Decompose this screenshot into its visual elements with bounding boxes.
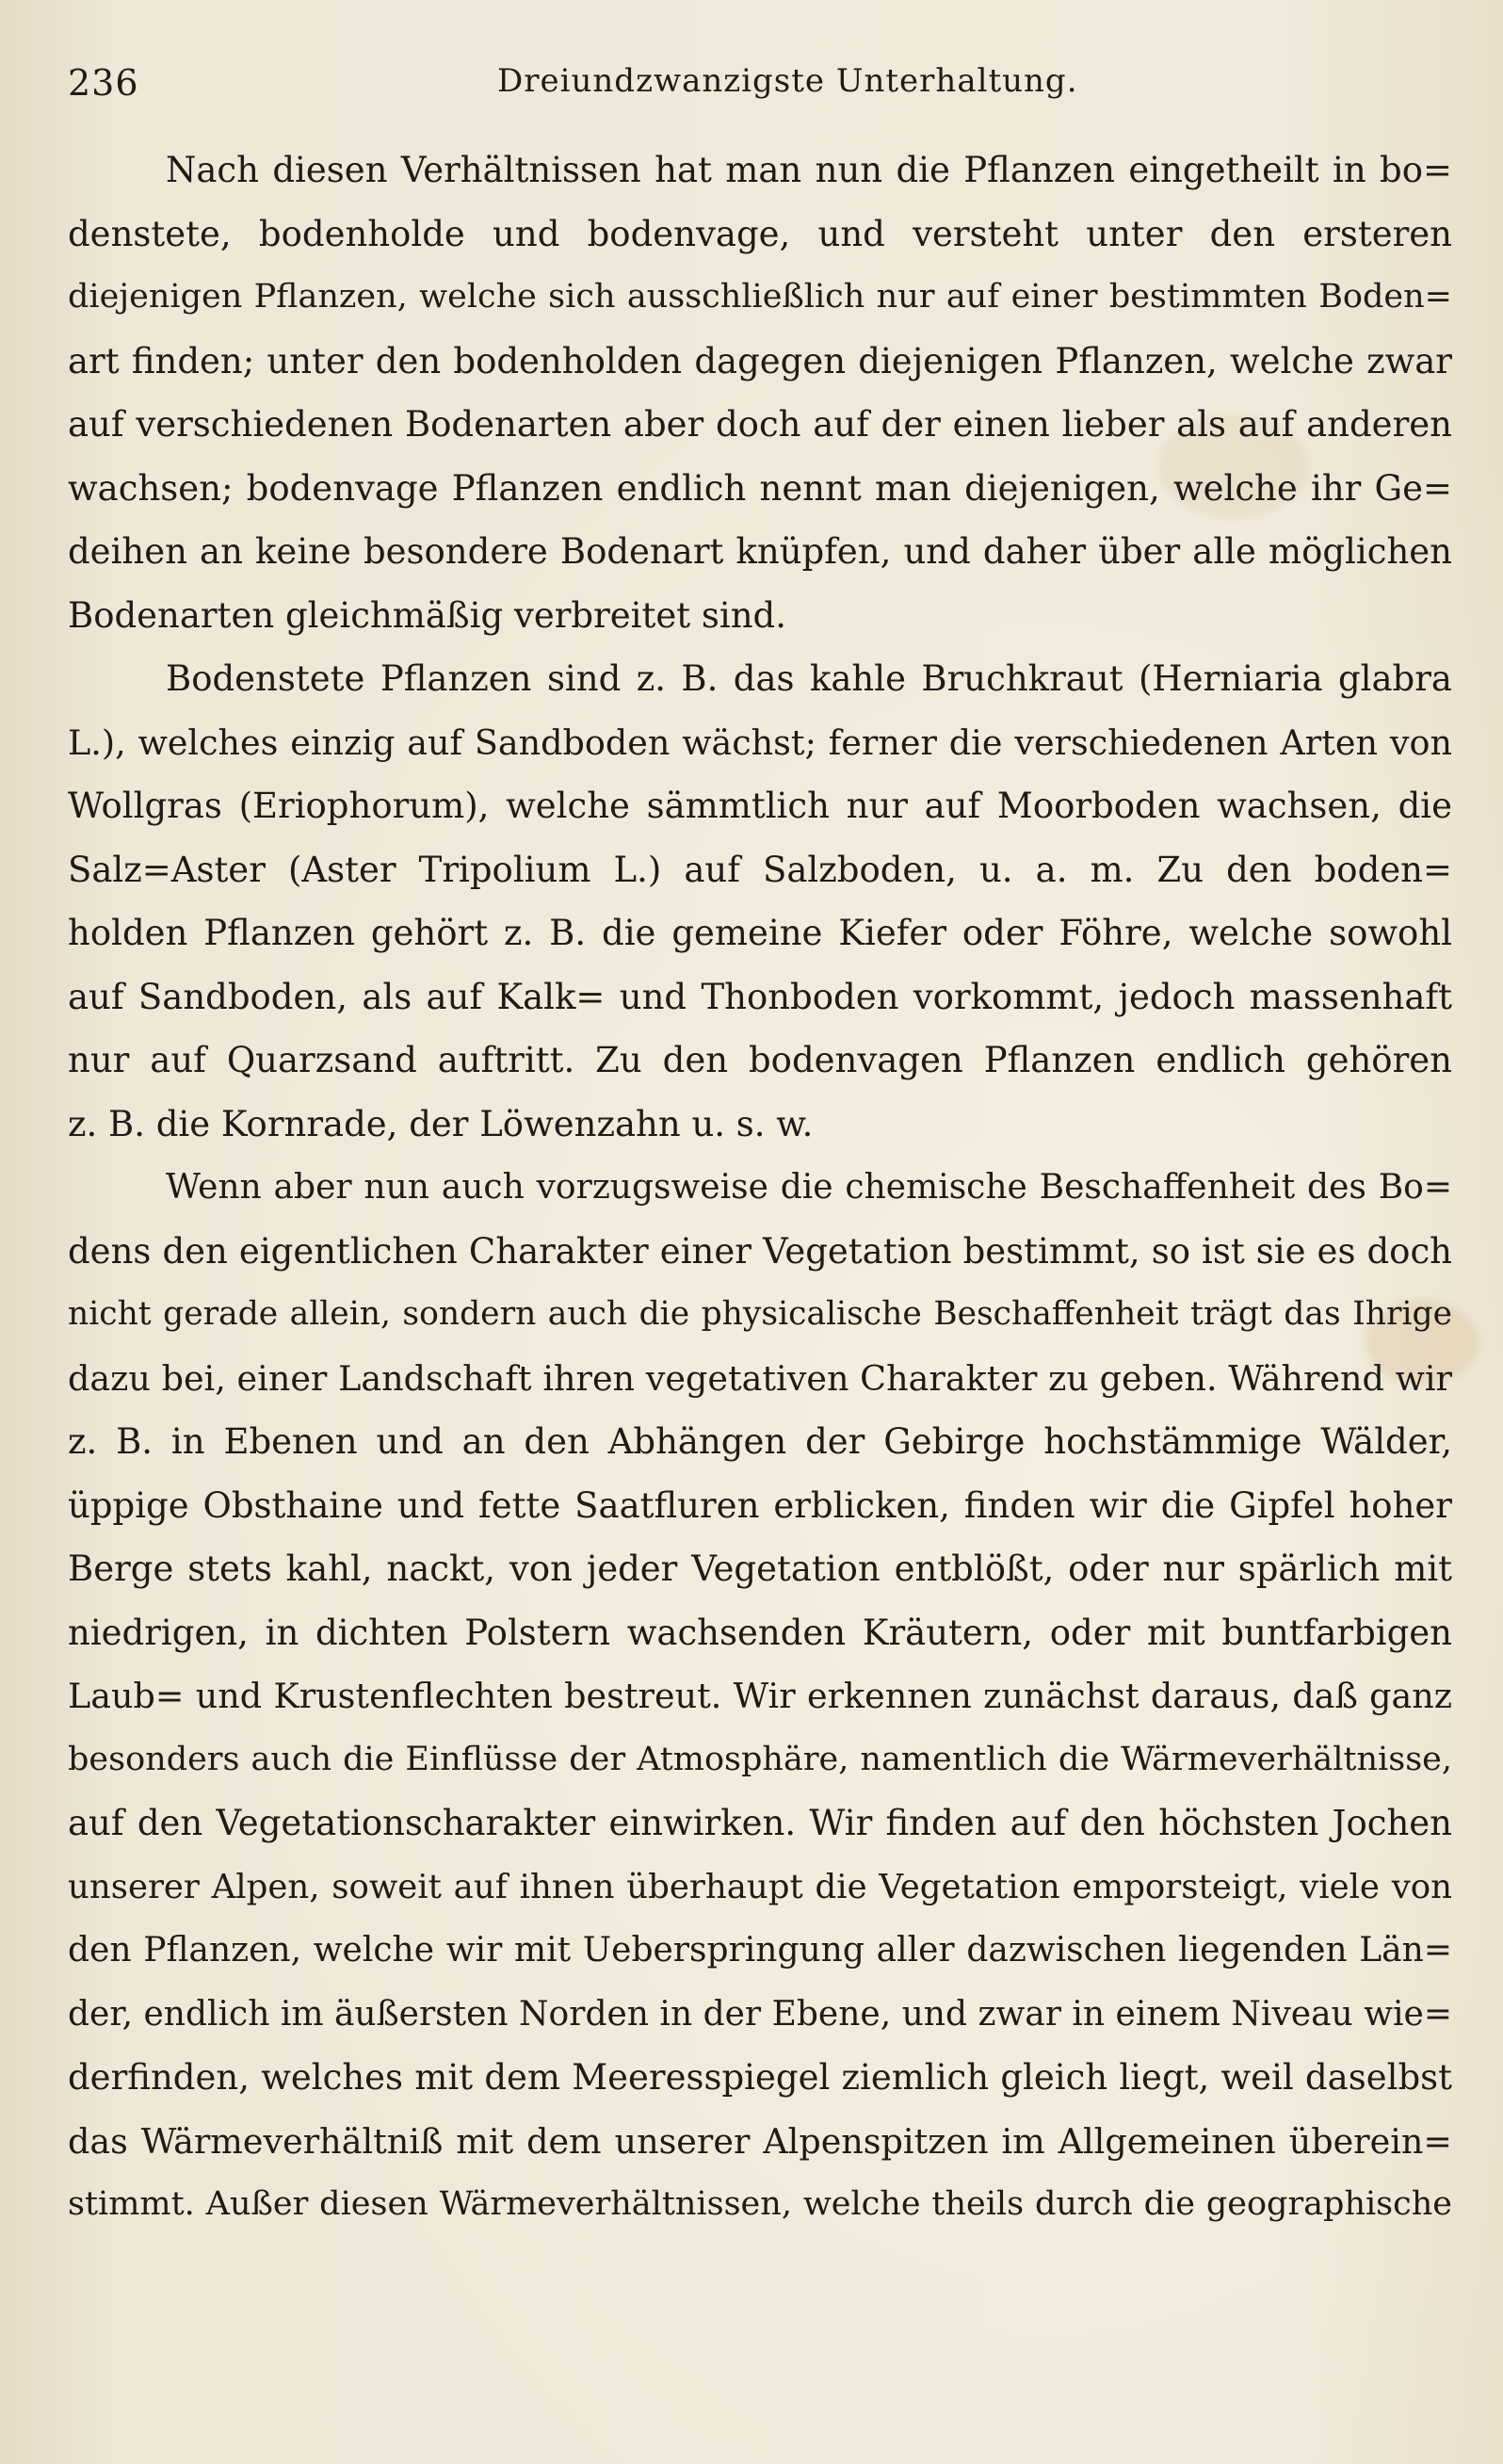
text-line: auf den Vegetationscharakter einwirken. Wir finden auf den höchsten Jochen [68, 1803, 1452, 1843]
text-line: art finden; unter den bodenholden dagegen diejenigen Pflanzen, welche zwar [68, 340, 1452, 381]
text-line: wachsen; bodenvage Pflanzen endlich nennt man diejenigen, welche ihr Ge= [68, 467, 1452, 509]
running-title: Dreiundzwanzigste Unterhaltung. [497, 62, 1078, 100]
text-line: Nach diesen Verhältnissen hat man nun die Pflanzen eingetheilt in bo= [166, 150, 1452, 190]
text-line: auf Sandboden, als auf Kalk= und Thonboden vorkommt, jedoch massenhaft [68, 976, 1452, 1017]
text-line: nicht gerade allein, sondern auch die physicalische Beschaffenheit trägt das Ihrige [68, 1295, 1452, 1333]
text-line: Bodenarten gleichmäßig verbreitet sind. [68, 594, 786, 636]
text-line: denstete, bodenholde und bodenvage, und versteht unter den ersteren [68, 213, 1452, 254]
text-line: nur auf Quarzsand auftritt. Zu den bodenvagen Pflanzen endlich gehören [68, 1040, 1452, 1080]
text-line: z. B. die Kornrade, der Löwenzahn u. s. w. [68, 1103, 814, 1144]
text-line: üppige Obsthaine und fette Saatfluren erblicken, finden wir die Gipfel hoher [68, 1484, 1452, 1526]
text-line: der, endlich im äußersten Norden in der Ebene, und zwar in einem Niveau wie= [68, 1994, 1452, 2034]
page-number: 236 [68, 62, 139, 104]
text-line: Salz=Aster (Aster Tripolium L.) auf Salzboden, u. a. m. Zu den boden= [68, 849, 1452, 890]
text-line: holden Pflanzen gehört z. B. die gemeine Kiefer oder Föhre, welche sowohl [68, 913, 1452, 953]
text-line: dazu bei, einer Landschaft ihren vegetativen Charakter zu geben. Während wir [68, 1357, 1452, 1399]
text-line: das Wärmeverhältniß mit dem unserer Alpenspitzen im Allgemeinen überein= [68, 2120, 1452, 2162]
paragraph-3 [68, 1156, 1452, 2237]
page-header [68, 58, 1450, 115]
body-text [68, 138, 1452, 2237]
text-line: den Pflanzen, welche wir mit Ueberspringung aller dazwischen liegenden Län= [68, 1931, 1452, 1970]
text-line: unserer Alpen, soweit auf ihnen überhaupt die Vegetation emporsteigt, viele von [68, 1867, 1452, 1906]
text-line: auf verschiedenen Bodenarten aber doch auf der einen lieber als auf anderen [68, 404, 1452, 445]
text-line: deihen an keine besondere Bodenart knüpfen, und daher über alle möglichen [68, 531, 1452, 572]
text-line: niedrigen, in dichten Polstern wachsenden Kräutern, oder mit buntfarbigen [68, 1612, 1452, 1653]
paragraph-1 [68, 138, 1452, 647]
paragraph-2 [68, 647, 1452, 1156]
text-line: derfinden, welches mit dem Meeresspiegel ziemlich gleich liegt, weil daselbst [68, 2057, 1452, 2098]
text-line: Berge stets kahl, nackt, von jeder Vegetation entblößt, oder nur spärlich mit [68, 1548, 1452, 1589]
text-line: stimmt. Außer diesen Wärmeverhältnissen, welche theils durch die geographische [68, 2185, 1452, 2223]
text-line: dens den eigentlichen Charakter einer Vegetation bestimmt, so ist sie es doch [68, 1230, 1452, 1272]
text-line: besonders auch die Einflüsse der Atmosphäre, namentlich die Wärmeverhältnisse, [68, 1740, 1452, 1778]
text-line: Bodenstete Pflanzen sind z. B. das kahle Bruchkraut (Herniaria glabra [166, 658, 1452, 699]
text-line: L.), welches einzig auf Sandboden wächst; ferner die verschiedenen Arten von [68, 721, 1452, 763]
text-line: diejenigen Pflanzen, welche sich ausschließlich nur auf einer bestimmten Boden= [68, 278, 1452, 316]
text-line: z. B. in Ebenen und an den Abhängen der Gebirge hochstämmige Wälder, [68, 1421, 1452, 1462]
text-line: Wollgras (Eriophorum), welche sämmtlich nur auf Moorboden wachsen, die [68, 786, 1452, 826]
text-line: Wenn aber nun auch vorzugsweise die chemische Beschaffenheit des Bo= [166, 1168, 1452, 1207]
text-line: Laub= und Krustenflechten bestreut. Wir erkennen zunächst daraus, daß ganz [68, 1676, 1452, 1716]
